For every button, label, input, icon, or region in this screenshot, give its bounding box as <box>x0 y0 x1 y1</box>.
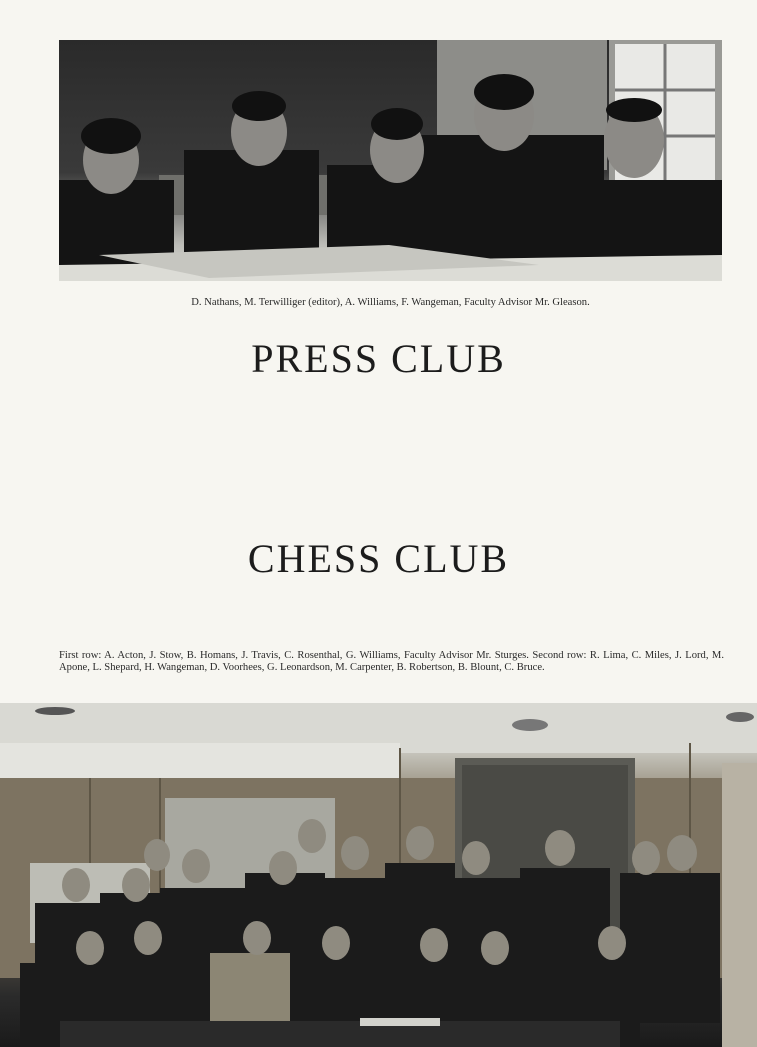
press-club-photo <box>59 40 722 281</box>
press-club-heading: PRESS CLUB <box>251 336 506 381</box>
press-club-caption: D. Nathans, M. Terwilliger (editor), A. Williams, F. Wangeman, Faculty Advisor Mr. Gleason. <box>191 297 590 308</box>
chess-club-caption: First row: A. Acton, J. Stow, B. Homans, J. Travis, C. Rosenthal, G. Williams, Faculty Advisor Mr. Sturges. Second row: R. Lima, C. Miles, J. Lord, M. Apone, L. Shepard, H. Wangeman, D. Voorhees, G. Leonardson, M. Carpenter, B. Robertson, B. Blount, C. Bruce. <box>59 650 724 673</box>
chess-club-heading: CHESS CLUB <box>247 536 510 581</box>
chess-club-photo <box>0 703 757 1047</box>
chess-club-photo-graphic <box>0 703 757 1047</box>
press-club-photo-graphic <box>59 40 722 281</box>
